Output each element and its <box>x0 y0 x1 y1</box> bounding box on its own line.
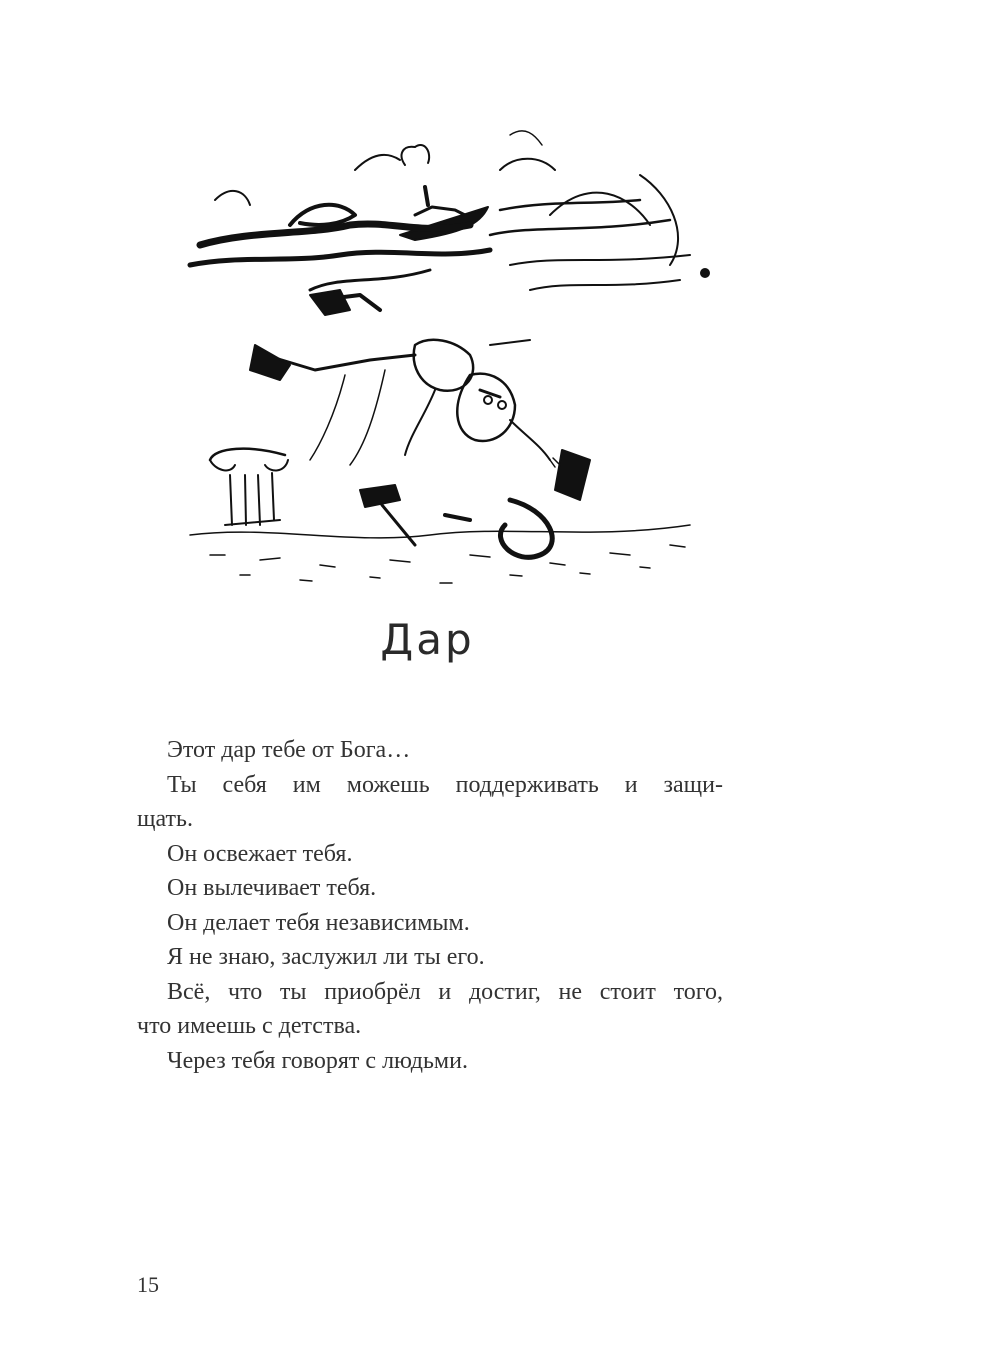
text-line-4: Он освежает тебя. <box>167 840 353 867</box>
text-line-8: Всё, что ты приобрёл и достиг, не стоит того, <box>167 978 723 1005</box>
page-number: 15 <box>137 1272 159 1297</box>
text-line-7: Я не знаю, заслужил ли ты его. <box>167 944 485 970</box>
text-line-1: Этот дар тебе от Бога… <box>167 737 411 763</box>
text-line-5: Он вылечивает тебя. <box>167 875 377 901</box>
poem-title: Дар <box>380 615 475 664</box>
text-line-9: что имеешь с детства. <box>137 1013 362 1039</box>
text-line-6: Он делает тебя независимым. <box>167 909 470 936</box>
text-line-10: Через тебя говорят с людьми. <box>167 1047 468 1074</box>
text-line-3: щать. <box>137 806 193 832</box>
text-line-2: Ты себя им можешь поддерживать и защи- <box>167 771 723 798</box>
poem-body <box>137 733 723 1078</box>
ink-drawing-illustration <box>170 115 730 595</box>
